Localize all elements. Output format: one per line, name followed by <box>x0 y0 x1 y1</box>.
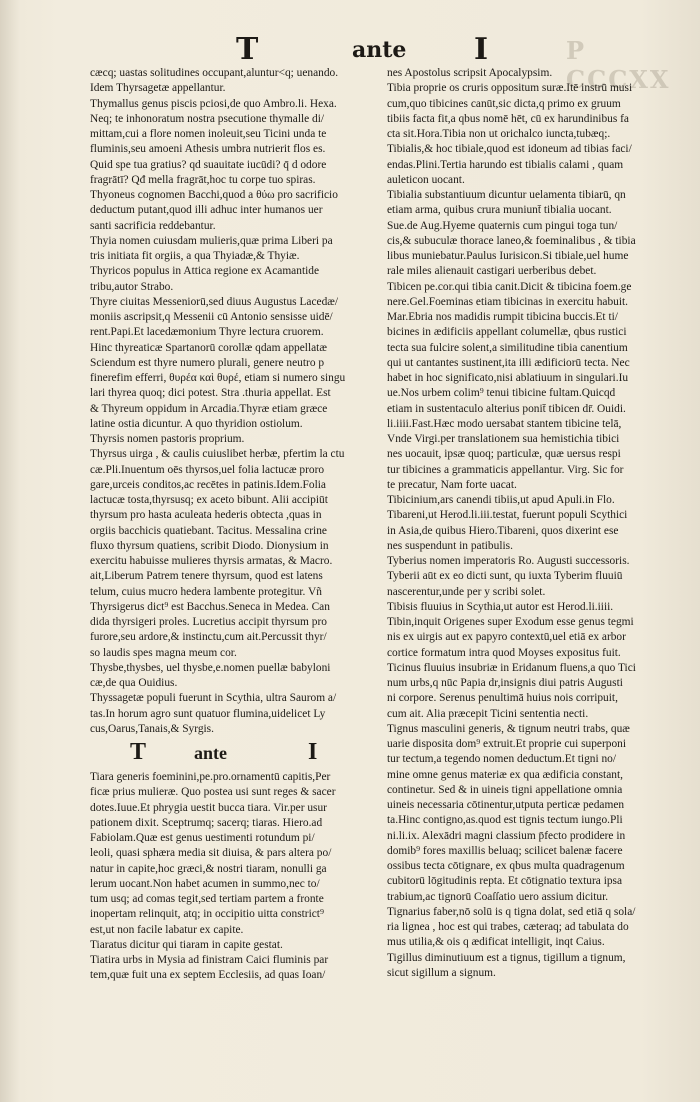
text-line: telum, cuius mucro hedera lambente protegitur. Vñ <box>90 585 322 598</box>
text-line: Tibareni,ut Herod.li.iii.testat, fuerunt populi Scythici <box>387 509 628 522</box>
text-line: inopertam relinquit, atq; in occipitio uitta constrict⁹ <box>90 908 324 921</box>
text-line: tum usq; ad comas tegit,sed tertiam partem a fronte <box>90 893 324 905</box>
text-line: Tiara generis foeminini,pe.pro.ornamentū capitis,Per <box>90 771 331 783</box>
running-head-letter-right: I <box>474 32 489 67</box>
text-line: te precatur, Nam forte uacat. <box>387 478 517 491</box>
text-line: tur tectum,a tegendo nomen deductum.Et tigni no/ <box>387 753 617 766</box>
text-line: libus muniebatur.Paulus Iurisicon.Si tibiale,uel hume <box>387 250 629 262</box>
text-line: Thyia nomen cuiusdam mulieris,quæ prima Liberi pa <box>90 234 333 247</box>
text-line: cæ.Pli.Inuentum oēs thyrsos,uel folia lactucæ proro <box>90 463 325 476</box>
text-line: nes uocauit, ipsæ quoq; particulæ, quæ uersus respi <box>387 448 621 461</box>
text-line: bicines in ædificiis appellant columellæ, qbus rustici <box>387 326 627 339</box>
text-line: Tibia proprie os cruris oppositum suræ.Itē instrū musi <box>387 82 633 95</box>
text-line: & Thyreum oppidum in Arcadia.Thyræ etiam græce <box>90 402 328 415</box>
text-line: habet in hoc significato,nisi ablatiuum in singulari.Iu <box>387 372 629 384</box>
folio-number: P CCCXX <box>566 36 671 94</box>
text-line: Thyre ciuitas Messeniorū,sed diuus Augustus Lacedæ/ <box>90 295 339 308</box>
text-line: Tiaratus dicitur qui tiaram in capite gestat. <box>90 938 283 951</box>
text-line: Idem Thyrsagetæ appellantur. <box>90 82 226 95</box>
text-line: Fabiolam.Quæ est genus uestimenti rotundum pi/ <box>90 832 315 844</box>
text-line: pationem dixit. Sceptrumq; sacerq; tiaras. Hiero.ad <box>90 816 323 829</box>
text-line: cortice formatum intra quod Moyses expositus fuit. <box>387 646 621 659</box>
text-line: endas.Plini.Tertia harundo est tibialis calami , quam <box>387 158 624 171</box>
text-line: Thyssagetæ populi fuerunt in Scythia, ultra Saurom a/ <box>90 692 337 705</box>
text-line: num urbs,q nūc Papia dr,insignis diui patris Augusti <box>387 677 623 689</box>
text-line: Tyberii aūt ex eo dicti sunt, qu iuxta Tyberim fluuiū <box>387 570 623 583</box>
text-line: auleticon uocant. <box>387 173 465 186</box>
text-line: tur tibicines a grammaticis appellantur. Virg. Sic for <box>387 463 624 476</box>
text-line: cæ,de qua Ouidius. <box>90 677 178 689</box>
text-line: furore,seu ardore,& instinctu,cum ait.Percussit thyr/ <box>90 631 327 644</box>
section-head-word: ante <box>194 743 227 763</box>
text-line: exercitu habuisse mulieres thyrsis armatas, & Macro. <box>90 555 333 567</box>
text-line: Tibicen pe.cor.qui tibia canit.Dicit & tibicina foem.ge <box>387 280 632 293</box>
text-line: fragrātī? Qđ mella fragrāt,hoc tu corpe tuo spiras. <box>90 173 316 186</box>
text-line: gare,urceis conditos,ac recētes in patinis.Idem.Folia <box>90 478 326 491</box>
text-line: li.iiii.Fast.Hæc modo uersabat stantem tibicine telā, <box>387 417 622 430</box>
text-line: fluminis,seu amoeni Athesis umbra nutrierit flos es. <box>90 143 326 156</box>
text-line: nascerentur,unde per y scribi solet. <box>387 585 546 598</box>
text-line: natur in capite,hoc græci,& nostri tiaram, nonulli ga <box>90 862 327 875</box>
text-line: uarie disposita dom⁹ extruit.Et proprie cui superponi <box>387 738 627 750</box>
text-line: tribu,autor Strabo. <box>90 280 174 293</box>
text-line: lactucæ tosta,thyrsusq; ex aceto bibunt. Alii accipiūt <box>90 494 328 506</box>
text-line: cta sit.Hora.Tibia non ut orichalco iuncta,tubæq;. <box>387 128 611 140</box>
text-line: tibiis facta fit,a qbus nomē hēt, cū ex harundinibus fa <box>387 112 629 125</box>
text-line: santi sacrificia reddebantur. <box>90 219 216 232</box>
text-line: moniis ascripsit,q Messenii cū Antonio sensisse uidē/ <box>90 311 333 323</box>
text-line: est,ut non facile labatur ex capite. <box>90 923 244 936</box>
left-column <box>90 66 380 984</box>
right-column-entries <box>387 66 693 981</box>
text-line: nes Apostolus scripsit Apocalypsim. <box>387 67 553 79</box>
text-line: Hinc thyreaticæ Spartanorū corollæ qdam appellatæ <box>90 341 327 354</box>
text-line: cum ait. Alia præcepit Ticini sententia necti. <box>387 707 589 720</box>
text-line: qui ut cantantes sustinent,ita illi ædificiorū tecta. Nec <box>387 356 630 369</box>
text-line: cis,& subuculæ thorace laneo,& foeminalibus , & tibia <box>387 234 636 247</box>
text-line: Thyrsis nomen pastoris proprium. <box>90 433 245 445</box>
text-line: Tibin,inquit Origenes super Exodum esse genus tegmi <box>387 616 634 628</box>
text-line: Sue.de Aug.Hyeme quaternis cum pingui toga tun/ <box>387 219 618 232</box>
left-column-entries-after <box>90 770 380 984</box>
text-line: Tibicinium,ars canendi tibiis,ut apud Apuli.in Flo. <box>387 494 615 506</box>
text-line: lari thyrea quoq; dici potest. Stra .thuria appellat. Est <box>90 387 331 400</box>
text-line: etiam arma, quibus crura muniunt̄ tibialia uocant. <box>387 204 612 217</box>
text-line: Thyrsus uirga , & caulis cuiuslibet herbæ, pfertim la ctu <box>90 448 345 461</box>
text-line: Tibisis fluuius in Scythia,ut autor est Herod.li.iiii. <box>387 600 614 613</box>
text-line: Tignus masculini generis, & tignum neutri trabs, quæ <box>387 722 630 735</box>
text-line: cus,Oarus,Tanais,& Syrgis. <box>90 722 214 735</box>
text-line: rent.Papi.Et lacedæmonium Thyre lectura cruorem. <box>90 326 324 339</box>
left-column-entries <box>90 66 380 737</box>
text-line: Tyberius nomen imperatoris Ro. Augusti successoris. <box>387 555 630 567</box>
text-line: nes suspendunt in patibulis. <box>387 539 513 552</box>
text-line: Neq; te inhonoratum nostra psecutione thymalle di/ <box>90 112 325 125</box>
text-line: etiam in sustentaculo alterius ponit̄ tibicen dr̄. Ouidi. <box>387 402 626 415</box>
text-line: Tiatira urbs in Mysia ad finistram Caici fluminis par <box>90 954 329 966</box>
section-head-letter-right: I <box>308 739 318 765</box>
text-line: continetur. Sed & in uineis tigni appellatione omnia <box>387 783 623 796</box>
text-line: tem,quæ fuit una ex septem Ecclesiis, ad quas Ioan/ <box>90 969 326 982</box>
text-line: in Asia,de quibus Hiero.Tibareni, quos dixerint ese <box>387 524 619 537</box>
text-line: dotes.Iuue.Et phrygia uestit bucca tiara. Vir.per usur <box>90 801 327 814</box>
text-line: Mar.Ebria nos madidis rumpit tibicina buccis.Et ti/ <box>387 311 618 323</box>
text-line: tas.In horum agro sunt quatuor flumina,uidelicet Ly <box>90 707 326 720</box>
text-line: Thymallus genus piscis pciosi,de quo Ambro.li. Hexa. <box>90 97 337 110</box>
text-line: ta.Hinc contigno,as.quod est tignis tectum iungo.Pli <box>387 814 623 827</box>
text-line: orgiis bacchicis quatiebant. Tacitus. Messalina crine <box>90 524 327 537</box>
running-head-letter-left: T <box>236 32 259 67</box>
text-line: thyrsum pro hasta aculeata hederis obtecta ,quas in <box>90 509 322 522</box>
text-line: Thyricos populus in Attica regione ex Acamantide <box>90 265 320 278</box>
text-line: mus utilia,& ois q ædificat intelligit, inqt Caius. <box>387 936 605 949</box>
text-line: cæcq; uastas solitudines occupant,aluntur<q; uenando. <box>90 67 339 79</box>
text-line: Sciendum est thyre numero plurali, genere neutro p <box>90 356 325 369</box>
text-line: ue.Nos urbem colim⁹ tenui tibicine fultam.Quicqd <box>387 387 616 400</box>
text-line: ficæ prius mulieræ. Quo postea usi sunt reges & sacer <box>90 786 336 799</box>
text-line: mine omne genus materiæ ex qua ædificia constant, <box>387 768 623 781</box>
text-line: tris initiata fit orgiis, a qua Thyiadæ,& Thyiæ. <box>90 250 300 262</box>
text-line: nis ex uirgis aut ex papyro contextū,uel etiā ex arbor <box>387 631 626 644</box>
text-line: Tibialis,& hoc tibiale,quod est idoneum ad tibias faci/ <box>387 143 632 156</box>
text-line: Quid spe tua gratius? qd suauitate iucūdi? q̄ d odore <box>90 158 327 171</box>
text-line: Tignarius faber,nō solū is q tigna dolat, sed etiā q sola/ <box>387 905 636 918</box>
text-line: rale miles alienauit castigari uerberibus debet. <box>387 265 597 278</box>
text-line: ria lignea , hoc est qui trabes, cæteraq; ad tabulata do <box>387 921 629 933</box>
text-line: trabium,ac tignorū Coaſſatio uero assium dicitur. <box>387 890 609 903</box>
text-line: sicut sigillum a signum. <box>387 966 496 979</box>
text-line: leoli, quasi sphæra media sit diuisa, & pars altera po/ <box>90 847 332 860</box>
text-line: ossibus tecta cōtignare, ex qbus multa quadragenum <box>387 860 625 872</box>
text-line: cubitorū lōgitudinis repta. Et cōtignatio textura ipsa <box>387 875 623 888</box>
text-line: Thysbe,thysbes, uel thysbe,e.nomen puellæ babyloni <box>90 661 331 674</box>
text-line: Ticinus fluuius insubriæ in Eridanum fluens,a quo Tici <box>387 661 636 674</box>
text-line: cum,quo tibicines canūt,sic dicta,q primo ex gruum <box>387 97 621 110</box>
text-line: ni.li.ix. Alexādri magni classium p̄fecto prodidere in <box>387 829 626 842</box>
text-line: tecta sua fulcire solent,a similitudine tibia canentium <box>387 341 628 354</box>
text-line: uineis necessaria cōtinentur,utputa perticæ pedamen <box>387 799 625 811</box>
text-line: lerum uocant.Non habet acumen in summo,nec to/ <box>90 877 320 890</box>
text-line: mittam,cui a flore nomen inoleuit,seu Ticini unda te <box>90 128 327 140</box>
text-line: nere.Gel.Foeminas etiam tibicinas in exercitu habuit. <box>387 295 629 308</box>
text-line: Tibialia substantiuum dicuntur uelamenta tibiarū, qn <box>387 189 626 201</box>
text-line: Vnde Virgi.per translationem sua hemistichia tibici <box>387 433 620 445</box>
text-line: ni corpore. Serenus penultimā huius nois corripuit, <box>387 692 618 705</box>
section-head <box>90 738 380 768</box>
text-line: deductum putant,quod illi adhuc inter humanos uer <box>90 204 323 217</box>
text-line: ait,Liberum Patrem tenere thyrsum, quod est latens <box>90 570 323 583</box>
text-line: domib⁹ fores maxillis beluaq; scilicet balenæ facere <box>387 844 623 857</box>
right-column <box>387 66 693 981</box>
text-line: Thyrsigerus dict⁹ est Bacchus.Seneca in Medea. Can <box>90 600 330 613</box>
text-line: latine ostia dicuntur. A quo thyridion ostiolum. <box>90 417 303 430</box>
text-line: so laudis spes magna meum cor. <box>90 646 237 659</box>
text-line: finerefim efferri, θυρέα καὶ θυρέ, etiam si numero singu <box>90 372 346 384</box>
text-line: fluxo thyrsum quatiens, scribit Diodo. Dionysium in <box>90 539 329 552</box>
running-head-word: ante <box>352 37 407 63</box>
text-line: dida thyrsigeri proles. Lucretius accipit thyrsum pro <box>90 616 327 628</box>
text-line: Thyoneus cognomen Bacchi,quod a θύω pro sacrificio <box>90 189 338 201</box>
section-head-letter-left: T <box>130 739 147 765</box>
text-line: Tigillus diminutiuum est a tignus, tigillum a tignum, <box>387 951 626 964</box>
